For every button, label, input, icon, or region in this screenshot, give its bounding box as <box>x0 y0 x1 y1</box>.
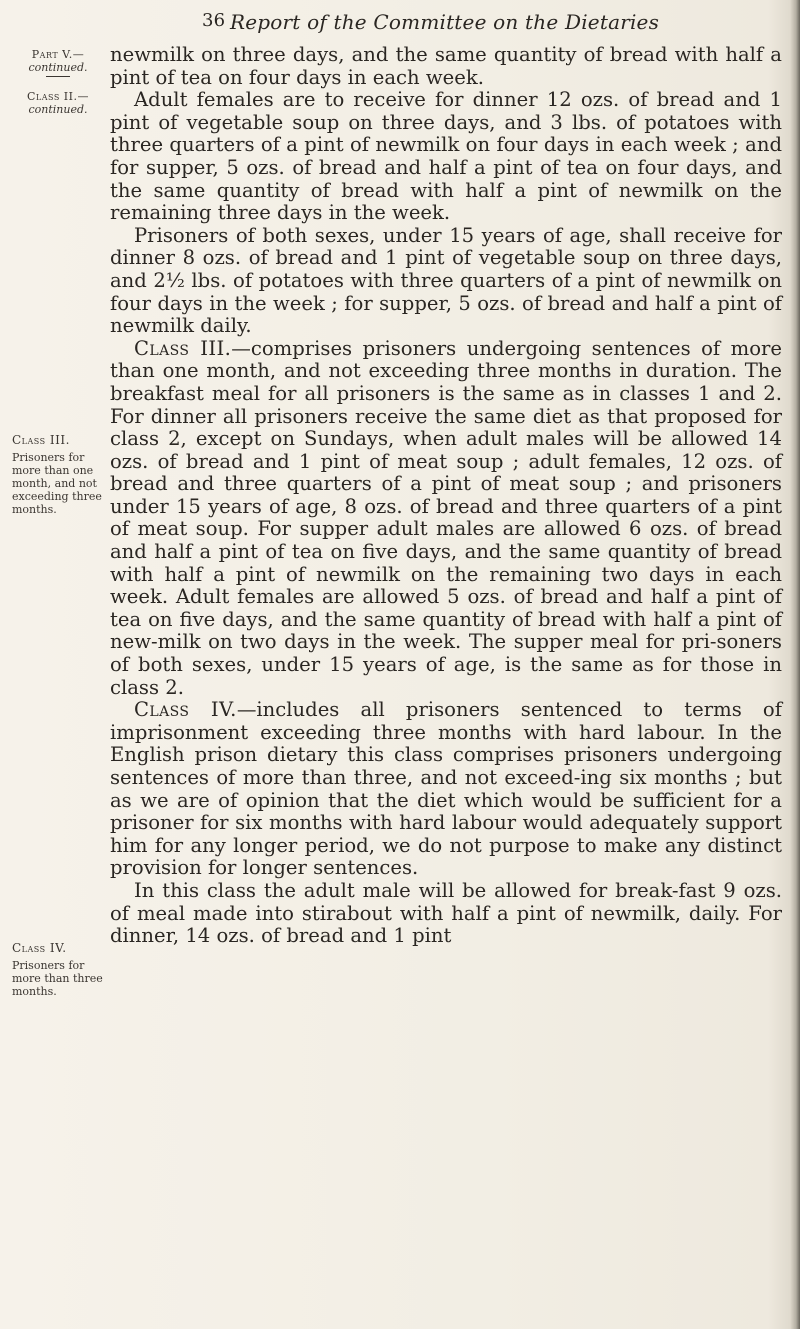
paragraph-continued: newmilk on three days, and the same quantity of bread with half a pint of tea on four days in each week. <box>110 43 782 89</box>
margin-class4-heading: Class IV. <box>12 941 67 955</box>
class-three-heading: Class III. <box>134 336 232 360</box>
page-number: 36 <box>202 10 226 31</box>
class-three-text: —comprises prisoners undergoing sentences of more than one month, and not exceeding three months in duration. The breakfast meal for all prisoners is the same as in classes 1 and 2. For dinner all prisoners receive the same diet as that proposed for class 2, except on Sundays, when adult males will be allowed 14 ozs. of bread and 1 pint of meat soup ; adult females, 12 ozs. of bread and three quarters of a pint of meat soup ; and prisoners under 15 years of age, 8 ozs. of bread and three quarters of a pint of meat soup. For supper adult males are allowed 6 ozs. of bread and half a pint of tea on five days, and the same quantity of bread with half a pint of newmilk on the remaining two days in each week. Adult females are allowed 5 ozs. of bread and half a pint of tea on five days, and the same quantity of bread with half a pint of new-milk on two days in the week. The supper meal for pri-soners of both sexes, under 15 years of age, is the same as for those in class 2. <box>110 336 782 699</box>
paragraph-young-prisoners: Prisoners of both sexes, under 15 years of age, shall receive for dinner 8 ozs. of bread and 1 pint of vegetable soup on three days, and 2½ lbs. of potatoes with three quarters of a pint of newmilk on four days in the week ; for supper, 5 ozs. of bread and half a pint of newmilk daily. <box>110 223 782 338</box>
page-title: Report of the Committee on the Dietaries <box>230 10 660 34</box>
paragraph-class-four <box>110 699 782 880</box>
running-head <box>202 10 710 34</box>
body-text <box>110 44 782 948</box>
margin-part-continued: continued. <box>28 61 88 74</box>
margin-rule <box>46 76 70 77</box>
margin-class3-desc: Prisoners for more than one month, and not exceeding three months. <box>12 451 102 516</box>
class-four-text: —includes all prisoners sentenced to terms of imprisonment exceeding three months with hard labour. In the English prison dietary this class comprises prisoners undergoing sentences of more than three, and not exceed-ing six months ; but as we are of opinion that the diet which would be sufficient for a prisoner for six months with hard labour would adequately support him for any longer period, we do not purpose to make any distinct provision for longer sentences. <box>110 698 782 880</box>
margin-part-label: Part V.— <box>31 48 85 61</box>
margin-note-class2 <box>12 90 104 116</box>
margin-class2-continued: continued. <box>28 103 88 116</box>
margin-note-class3 <box>12 434 104 516</box>
margin-class3-heading: Class III. <box>12 433 70 447</box>
margin-class4-desc: Prisoners for more than three months. <box>12 959 103 998</box>
paragraph-adult-females: Adult females are to receive for dinner 12 ozs. of bread and 1 pint of vegetable soup on three days, and 3 lbs. of potatoes with three quarters of a pint of newmilk on four days in each week ; and for supper, 5 ozs. of bread and half a pint of tea on four days, and the same quantity of bread with half a pint of newmilk on the remaining three days in the week. <box>110 88 782 225</box>
margin-note-class4 <box>12 942 104 998</box>
class-four-heading: Class IV. <box>134 698 237 722</box>
page-edge-shadow <box>790 0 800 1329</box>
margin-class2-label: Class II.— <box>26 90 89 103</box>
paragraph-class-three <box>110 338 782 700</box>
margin-note-part <box>12 48 104 80</box>
paragraph-class-four-diet: In this class the adult male will be allowed for break-fast 9 ozs. of meal made into stirabout with half a pint of newmilk, daily. For dinner, 14 ozs. of bread and 1 pint <box>110 878 782 948</box>
